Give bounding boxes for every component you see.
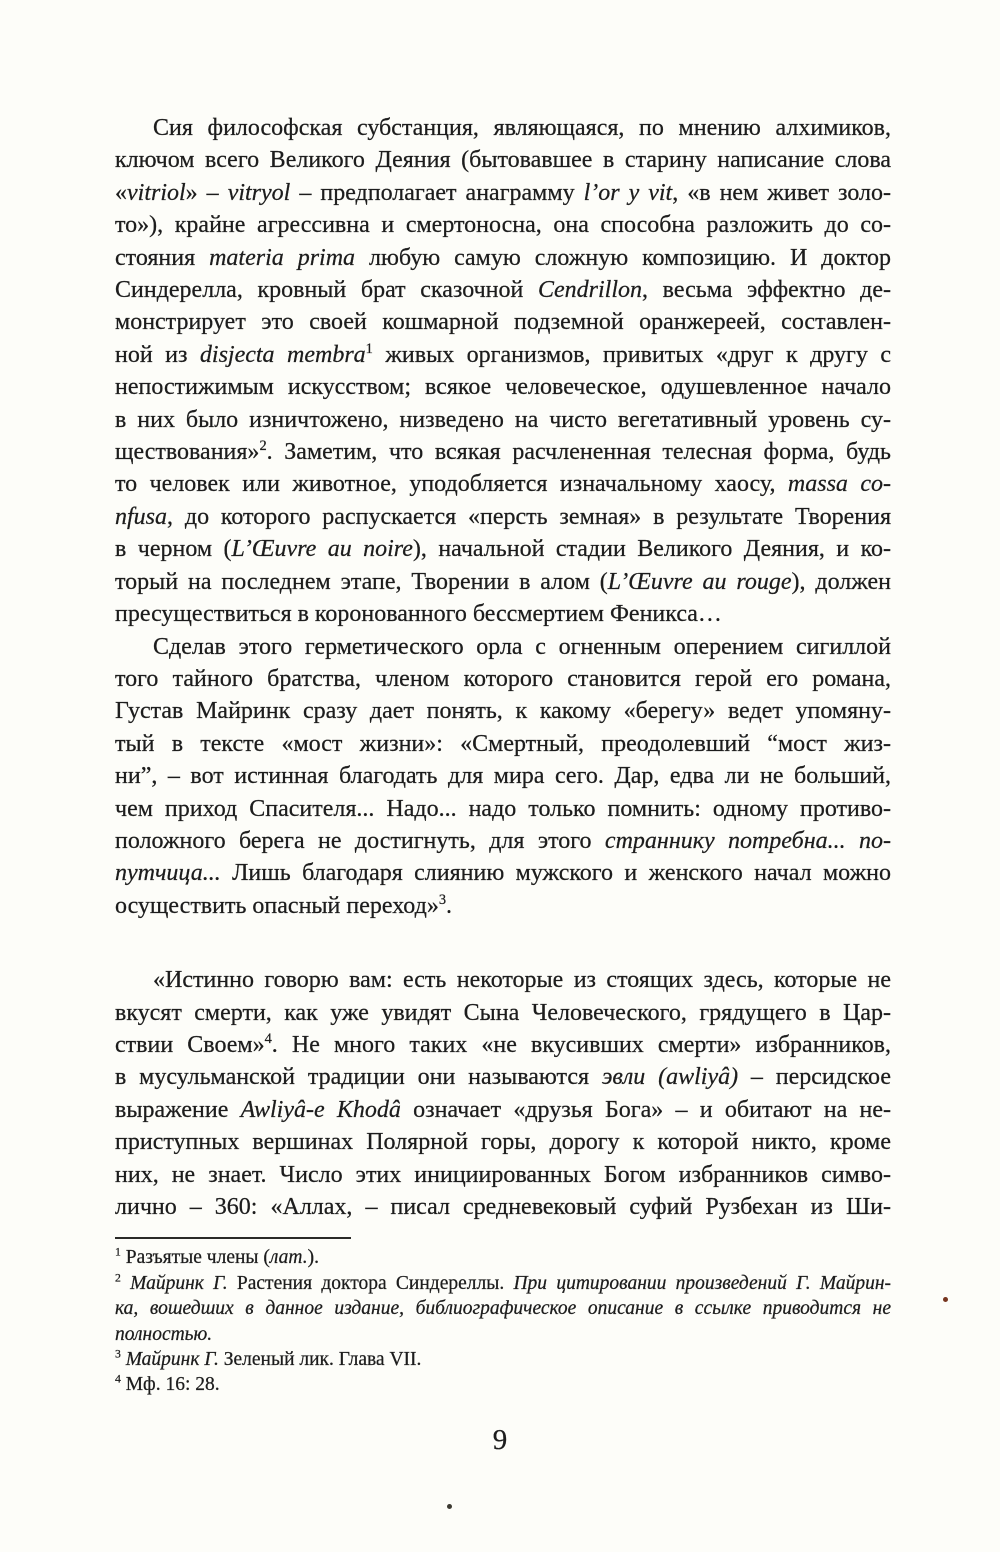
- text-segment: Майринк Г.: [125, 1349, 219, 1371]
- text-segment: них, не знает. Число этих инициированных Богом избранников симво-: [115, 1161, 891, 1188]
- text-segment: Мф. 16: 28.: [120, 1374, 220, 1396]
- footnote-ref: 2: [115, 1271, 121, 1285]
- text-segment: «Истинно говорю вам: есть некоторые из стоящих здесь, которые не: [153, 967, 891, 994]
- text-line: [115, 857, 891, 889]
- text-block: [115, 112, 891, 1398]
- text-segment: эвли (awliyâ): [601, 1064, 739, 1091]
- text-segment: ).: [307, 1247, 319, 1269]
- footnote-ref: 4: [115, 1372, 121, 1386]
- text-line: [115, 890, 891, 922]
- text-line: [115, 631, 891, 663]
- text-segment: чем приход Спасителя... Надо... надо только помнить: одному противо-: [115, 795, 891, 822]
- text-line: [115, 728, 891, 760]
- text-segment: , до которого распускается «персть земная» в результате Творения: [167, 503, 891, 530]
- text-segment: ной из: [115, 341, 200, 368]
- text-line: [115, 793, 891, 825]
- text-segment: [121, 1273, 130, 1294]
- text-segment: disjecta membra: [199, 341, 366, 368]
- text-segment: При цитировании произведений Г. Майрин-: [513, 1272, 891, 1294]
- text-segment: то»), крайне агрессивна и смертоносна, она способна разложить до со-: [115, 212, 891, 239]
- text-segment: стояния: [115, 244, 210, 271]
- text-segment: , весьма эффектно де-: [642, 277, 891, 304]
- text-line: [115, 404, 891, 436]
- text-segment: Синдерелла, кровный брат сказочной: [115, 277, 539, 304]
- text-line: [115, 997, 891, 1029]
- paragraph: [115, 964, 891, 1223]
- text-segment: «: [115, 179, 127, 206]
- text-segment: любую самую сложную композицию. И доктор: [355, 244, 892, 271]
- text-segment: L’Œuvre au noire: [231, 536, 413, 563]
- text-segment: . Не много таких «не вкусивших смерти» избранников,: [271, 1031, 892, 1058]
- text-line: [115, 964, 891, 996]
- text-segment: непостижимым искусством; всякое человеческое, одушевленное начало: [115, 374, 891, 401]
- text-line: [115, 598, 891, 630]
- text-line: [115, 436, 891, 468]
- footnote-ref: 3: [115, 1347, 121, 1361]
- paragraph: [115, 631, 891, 923]
- text-segment: того тайного братства, членом которого становится герой его романа,: [115, 665, 891, 692]
- text-line: [115, 274, 891, 306]
- text-segment: ключом всего Великого Деяния (бытовавшее в старину написание слова: [115, 147, 891, 174]
- text-segment: – предполагает анаграмму: [290, 179, 584, 206]
- footnote-ref: 2: [259, 438, 267, 455]
- text-segment: Сделав этого герметического орла с огненным оперением сигиллой: [153, 633, 891, 660]
- text-segment: ни”, – вот истинная благодать для мира сего. Дар, едва ли не больший,: [115, 763, 891, 790]
- text-line: [115, 242, 891, 274]
- text-segment: лично – 360: «Аллах, – писал средневековый суфий Рузбехан из Ши-: [115, 1194, 891, 1220]
- body-paragraphs: [115, 112, 891, 1223]
- text-segment: выражение: [115, 1096, 241, 1123]
- text-line: [115, 1029, 891, 1061]
- text-segment: ствии Своем»: [115, 1031, 265, 1058]
- text-segment: vitryol: [227, 179, 291, 206]
- text-line: [115, 1191, 891, 1223]
- text-segment: Cendrillon: [538, 277, 643, 304]
- text-segment: ), начальной стадии Великого Деяния, и ко-: [412, 536, 891, 563]
- text-line: [115, 1347, 891, 1372]
- text-line: [115, 1245, 891, 1270]
- text-line: [115, 1094, 891, 1126]
- text-segment: торый на последнем этапе, Творении в алом (: [115, 568, 608, 595]
- text-line: [115, 533, 891, 565]
- text-line: [115, 501, 891, 533]
- text-segment: Майринк Г.: [130, 1272, 228, 1294]
- text-line: [115, 112, 891, 144]
- text-line: [115, 1322, 891, 1347]
- text-line: [115, 1271, 891, 1296]
- text-segment: Сия философская субстанция, являющаяся, по мнению алхимиков,: [153, 115, 891, 141]
- scan-speck: [943, 1297, 948, 1302]
- page-number: 9: [492, 1424, 508, 1456]
- text-segment: . Заметим, что всякая расчлененная телесная форма, будь: [266, 439, 891, 466]
- text-segment: ), должен: [791, 568, 892, 595]
- footnote-ref: 1: [115, 1245, 121, 1259]
- text-line: [115, 1061, 891, 1093]
- text-segment: Awliyâ-e Khodâ: [240, 1096, 401, 1123]
- text-segment: монстрирует это своей кошмарной подземной оранжереей, составлен-: [115, 309, 891, 336]
- footnote-ref: 4: [264, 1030, 272, 1047]
- text-segment: nfusa: [115, 503, 168, 530]
- text-line: [115, 339, 891, 371]
- text-segment: осуществить опасный переход»: [115, 892, 439, 919]
- text-line: [115, 468, 891, 500]
- text-segment: , «в нем живет золо-: [672, 179, 892, 206]
- text-segment: ществования»: [115, 439, 260, 466]
- text-line: [115, 1159, 891, 1191]
- text-segment: Растения доктора Синдереллы.: [227, 1272, 514, 1294]
- text-segment: ка, вошедших в данное издание, библиографическое описание в ссылке приводится не: [115, 1298, 891, 1320]
- footnote-ref: 3: [438, 891, 447, 908]
- text-line: [115, 306, 891, 338]
- text-line: [115, 695, 891, 727]
- text-segment: l’or y vit: [583, 179, 673, 206]
- text-segment: .: [446, 892, 453, 919]
- text-line: [115, 760, 891, 792]
- footnote-ref: 1: [365, 340, 373, 357]
- paragraph: [115, 112, 891, 631]
- text-segment: страннику потребна... по-: [604, 827, 891, 854]
- text-segment: в мусульманской традиции они называются: [115, 1064, 602, 1091]
- text-segment: Густав Майринк сразу дает понять, к какому «берегу» ведет упомяну-: [115, 698, 891, 725]
- text-segment: пресуществиться в коронованного бессмертием Феникса…: [115, 601, 722, 628]
- text-segment: живых организмов, привитых «друг к другу с: [372, 341, 891, 368]
- scan-speck: [447, 1504, 452, 1509]
- text-line: [115, 663, 891, 695]
- text-segment: приступных вершинах Полярной горы, дорогу к которой никто, кроме: [115, 1129, 891, 1156]
- text-segment: тый в тексте «мост жизни»: «Смертный, преодолевший “мост жиз-: [115, 730, 891, 757]
- text-segment: Зеленый лик. Глава VII.: [218, 1349, 422, 1371]
- text-segment: » –: [185, 179, 228, 206]
- text-line: [115, 177, 891, 209]
- text-segment: путчица...: [115, 860, 221, 887]
- text-segment: в черном (: [115, 536, 232, 563]
- text-line: [115, 1126, 891, 1158]
- text-line: [115, 1372, 891, 1397]
- text-segment: massa co-: [787, 471, 891, 498]
- text-line: [115, 1296, 891, 1321]
- text-segment: L’Œuvre au rouge: [607, 568, 792, 595]
- text-segment: положного берега не достигнуть, для этого: [115, 827, 605, 854]
- text-segment: то человек или животное, уподобляется изначальному хаосу,: [115, 471, 788, 498]
- text-line: [115, 371, 891, 403]
- text-segment: вкусят смерти, как уже увидят Сына Человеческого, грядущего в Цар-: [115, 999, 891, 1026]
- text-line: [115, 825, 891, 857]
- text-segment: vitriol: [127, 179, 186, 206]
- text-segment: означает «друзья Бога» – и обитают на не-: [400, 1096, 892, 1123]
- text-segment: Разъятые члены (: [120, 1247, 270, 1269]
- text-line: [115, 144, 891, 176]
- text-segment: лат.: [269, 1247, 308, 1269]
- text-line: [115, 566, 891, 598]
- text-segment: – персидское: [738, 1064, 891, 1091]
- text-segment: полностью.: [115, 1323, 213, 1345]
- footnote-separator: [115, 1237, 351, 1239]
- text-segment: Лишь благодаря слиянию мужского и женского начал можно: [220, 860, 891, 887]
- text-segment: materia prima: [209, 244, 356, 271]
- text-segment: в них было изничтожено, низведено на чисто вегетативный уровень су-: [115, 406, 891, 433]
- footnotes: [115, 1245, 891, 1397]
- text-line: [115, 209, 891, 241]
